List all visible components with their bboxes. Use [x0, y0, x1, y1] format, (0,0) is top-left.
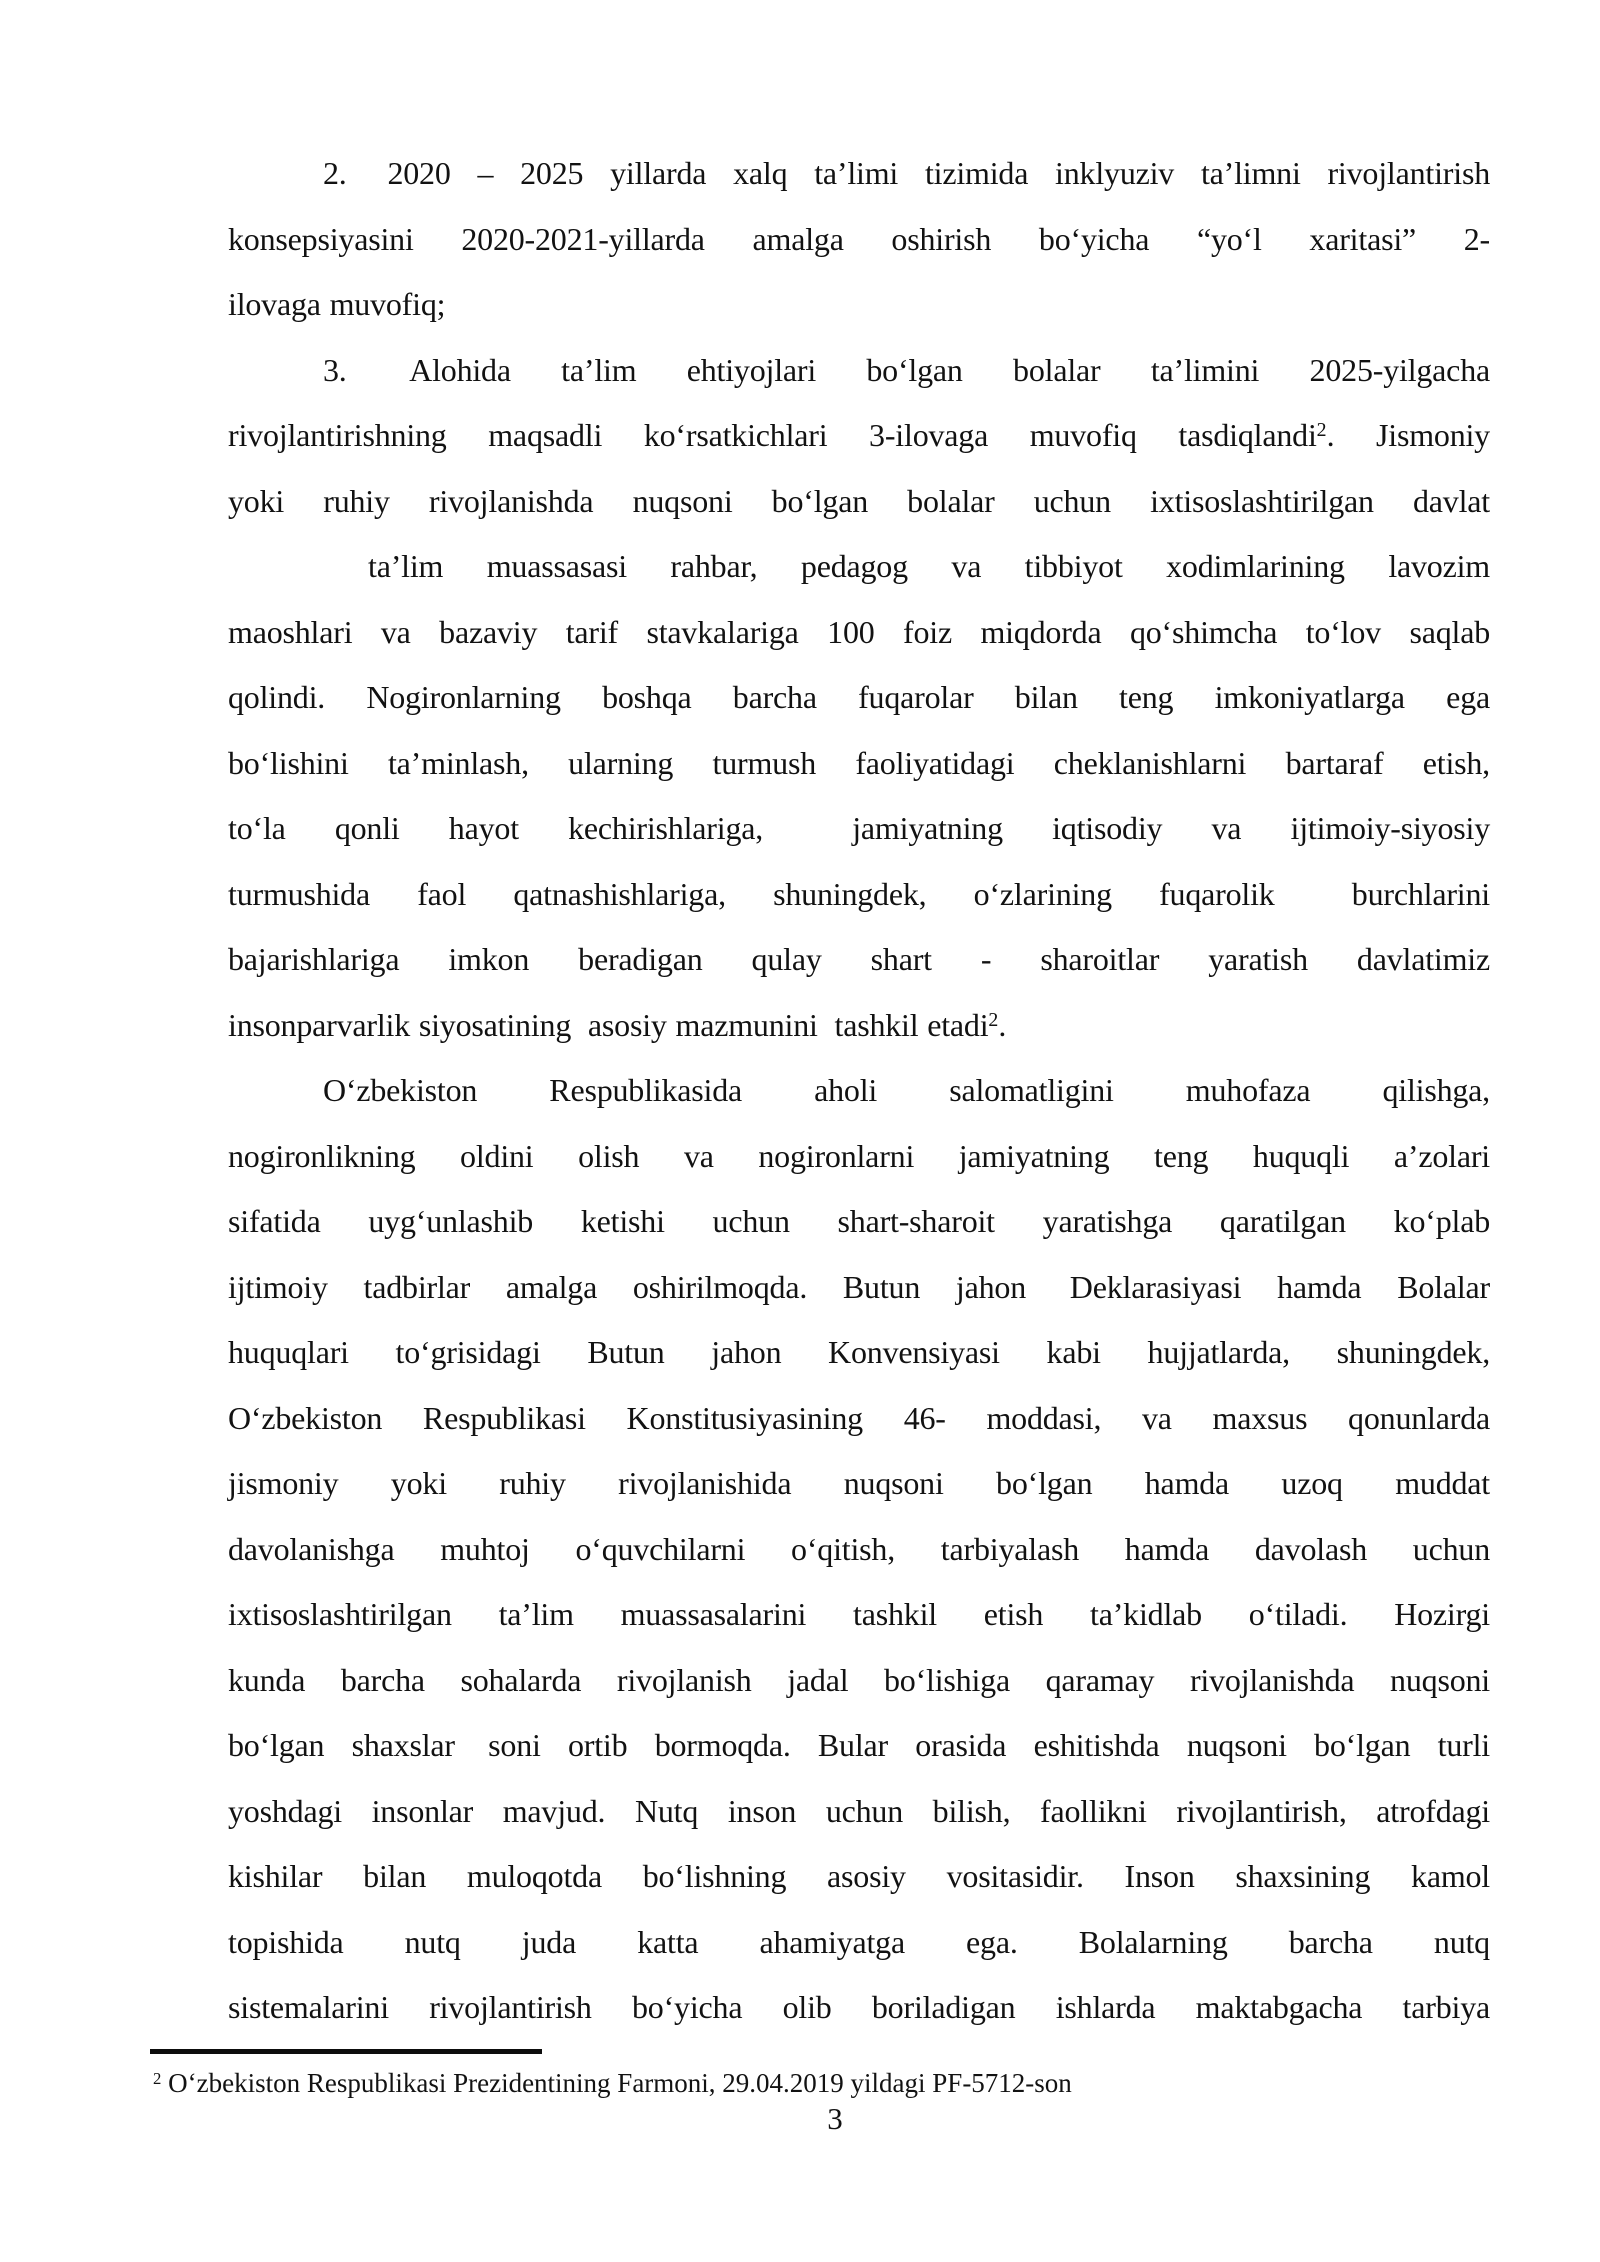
text-line [228, 1124, 1490, 1190]
text-line [228, 1451, 1490, 1517]
text-line [228, 207, 1490, 273]
text-line [228, 469, 1490, 535]
footnote-reference: 2 [153, 2068, 162, 2088]
text-segment: . Jismoniy [1326, 417, 1490, 453]
text-segment: O‘zbekiston Respublikasi Konstitusiyasining 46- moddasi, va maxsus qonunlarda [228, 1399, 1490, 1436]
text-segment: sistemalarini rivojlantirish bo‘yicha olib boriladigan ishlarda maktabgacha tarbiya [228, 1989, 1490, 2025]
text-line [228, 731, 1490, 797]
text-segment: . [998, 1006, 1007, 1043]
text-line [228, 862, 1490, 928]
text-line [228, 534, 1490, 600]
text-line [228, 272, 1490, 338]
text-line [228, 1189, 1490, 1255]
text-segment: huquqlari to‘grisidagi Butun jahon Konvensiyasi kabi hujjatlarda, shuningdek, [228, 1334, 1490, 1370]
text-segment: turmushida faol qatnashishlariga, shuningdek, o‘zlarining fuqarolik [228, 875, 1275, 912]
text-segment: soni ortib bormoqda. Bular orasida eshitishda nuqsoni bo‘lgan turli [460, 1727, 1490, 1763]
text-segment: bajarishlariga imkon beradigan qulay shart - sharoitlar yaratish davlatimiz [228, 941, 1490, 977]
text-line [228, 1582, 1490, 1648]
text-line [228, 141, 1490, 207]
text-segment: tashkil etadi [825, 1006, 989, 1043]
text-line [228, 1255, 1490, 1321]
text-line [228, 403, 1490, 469]
text-segment: insonparvarlik siyosatining [228, 1006, 572, 1043]
text-line [228, 1648, 1490, 1714]
text-line [228, 338, 1490, 404]
text-segment: burchlarini [1304, 875, 1490, 912]
text-segment: kunda barcha sohalarda rivojlanish jadal bo‘lishiga qaramay rivojlanishda nuqsoni [228, 1661, 1490, 1698]
text-segment: O‘zbekiston Respublikasida aholi salomatligini muhofaza qilishga, [323, 1072, 1490, 1108]
text-segment: yoki ruhiy rivojlanishda nuqsoni bo‘lgan bolalar uchun ixtisoslashtirilgan davlat [228, 482, 1490, 519]
text-segment: konsepsiyasini 2020-2021-yillarda amalga oshirish bo‘yicha “yo‘l xaritasi” 2- [228, 220, 1490, 257]
text-line [228, 927, 1490, 993]
text-line [228, 1779, 1490, 1845]
body-text [228, 141, 1490, 2041]
text-segment: O‘zbekiston Respublikasi Prezidentining Farmoni, 29.04.2019 yildagi PF-5712-son [161, 2068, 1072, 2098]
footnote-reference: 2 [988, 1008, 999, 1031]
text-segment: asosiy mazmunini [579, 1006, 818, 1043]
text-segment: maoshlari va bazaviy tarif stavkalariga 100 foiz miqdorda qo‘shimcha to‘lov saqlab [228, 613, 1490, 650]
text-line [228, 1517, 1490, 1583]
page-number: 3 [827, 2101, 843, 2136]
text-segment: rivojlantirishning maqsadli ko‘rsatkichlari 3-ilovaga muvofiq tasdiqlandi [228, 417, 1317, 453]
text-segment: topishida nutq juda katta ahamiyatga ega. Bolalarning barcha nutq [228, 1923, 1490, 1960]
text-line [228, 600, 1490, 666]
footnote-separator [150, 2049, 542, 2054]
text-line [228, 993, 1490, 1059]
text-segment: ijtimoiy tadbirlar amalga oshirilmoqda. Butun jahon [228, 1268, 1027, 1305]
text-segment: yoshdagi insonlar mavjud. Nutq inson uchun bilish, faollikni rivojlantirish, atrofdagi [228, 1792, 1490, 1829]
text-line [228, 1975, 1490, 2041]
footnote-reference: 2 [1316, 419, 1327, 442]
text-segment: Deklarasiyasi hamda Bolalar [1034, 1268, 1490, 1305]
text-segment: bo‘lgan shaxslar [228, 1727, 455, 1763]
text-segment: nogironlikning oldini olish va nogironlarni jamiyatning teng huquqli a’zolari [228, 1137, 1490, 1174]
text-line [228, 1058, 1490, 1124]
text-segment: davolanishga muhtoj o‘quvchilarni o‘qitish, tarbiyalash hamda davolash uchun [228, 1530, 1490, 1567]
footnote [153, 2066, 1443, 2100]
text-line [228, 1713, 1490, 1779]
text-line [228, 796, 1490, 862]
text-segment: ixtisoslashtirilgan ta’lim muassasalarini tashkil etish ta’kidlab o‘tiladi. Hozirgi [228, 1596, 1490, 1632]
text-segment: 3. [323, 351, 347, 388]
text-line [228, 1844, 1490, 1910]
text-line [228, 1386, 1490, 1452]
text-segment: ta’lim muassasasi rahbar, pedagog va tibbiyot xodimlarining lavozim [368, 548, 1490, 584]
text-line [228, 665, 1490, 731]
text-segment: jismoniy yoki ruhiy rivojlanishida nuqsoni bo‘lgan hamda uzoq muddat [228, 1465, 1490, 1501]
text-segment: bo‘lishini ta’minlash, ularning turmush faoliyatidagi cheklanishlarni bartaraf etish, [228, 744, 1490, 781]
text-segment: kishilar bilan muloqotda bo‘lishning asosiy vositasidir. Inson shaxsining kamol [228, 1858, 1490, 1894]
text-segment: ilovaga muvofiq; [228, 286, 446, 322]
text-line [228, 1910, 1490, 1976]
text-segment: qolindi. Nogironlarning boshqa barcha fuqarolar bilan teng imkoniyatlarga ega [228, 679, 1490, 715]
text-segment: Alohida ta’lim ehtiyojlari bo‘lgan bolalar ta’limini 2025-yilgacha [360, 351, 1490, 388]
text-segment: 2. [323, 155, 347, 191]
text-line [228, 1320, 1490, 1386]
text-segment: to‘la qonli hayot kechirishlariga, [228, 810, 764, 846]
text-segment: 2020 – 2025 yillarda xalq ta’limi tizimida inklyuziv ta’limni rivojlantirish [360, 155, 1490, 191]
text-segment: jamiyatning iqtisodiy va ijtimoiy-siyosiy [803, 810, 1490, 846]
text-segment: sifatida uyg‘unlashib ketishi uchun shart-sharoit yaratishga qaratilgan ko‘plab [228, 1203, 1490, 1239]
